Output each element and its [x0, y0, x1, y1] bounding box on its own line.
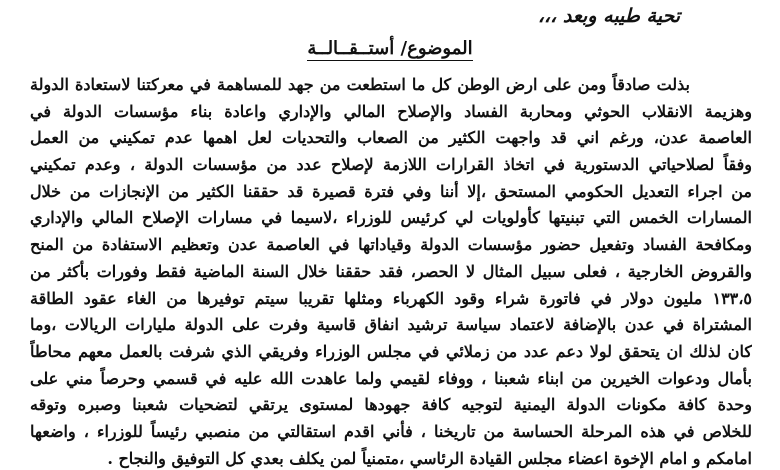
body-line: كان لذلك ان يتحقق لولا دعم عدد من زملائي في مجلس الوزراء وفريقي الذي شرفت بالعمل معهم محاطاً	[30, 341, 752, 361]
body-line: ومكافحة الفساد وتفعيل حضور مؤسسات الدولة وقياداتها في العاصمة عدن وتعظيم الاستفادة من المنح	[30, 235, 752, 255]
greeting: تحية طيبه وبعد ،،،	[537, 5, 680, 27]
body-line: العاصمة عدن، ورغم اني قد واجهت الكثير من الصعاب والتحديات لعل اهمها عدم تمكيني من العمل	[30, 128, 752, 148]
body-line: وفقاً لصلاحياتي الدستورية في اتخاذ القرارات اللازمة لإصلاح عدد من مؤسسات الدولة ، وعدم تمكيني	[30, 155, 752, 175]
body-line: وهزيمة الانقلاب الحوثي ومحاربة الفساد والإصلاح المالي والإداري واعادة بناء مؤسسات الدولة في	[30, 101, 752, 121]
body-line: من اجراء التعديل الحكومي المستحق ،إلا أننا وفي فترة قصيرة قد حققنا الكثير من الإنجازات من خلال	[30, 181, 752, 201]
subject-heading	[0, 36, 780, 62]
subject-text: الموضوع/ أستــقــالــة	[307, 38, 473, 59]
body-line: وحدة كافة مكونات الدولة اليمنية لتوجيه كافة جهودها لمستوى يرتقي لتضحيات شعبنا وصبره وتوقه	[30, 395, 752, 415]
body-line: ١٣٣،٥ مليون دولار في فاتورة شراء وقود الكهرباء ومثلها تقريبا سيتم توفيرها من الغاء عقود الطاقة	[30, 288, 752, 308]
body-line: بأمال ودعوات الخيرين من ابناء شعبنا ، ووفاء لقيمي ولما عاهدت الله عليه في قسمي وحرصاً مني على	[30, 368, 752, 388]
body-line: للخلاص في هذه المرحلة الحساسة من تاريخنا ، فأني اقدم استقالتي من منصبي رئيساً للوزراء ، واضعها	[30, 421, 752, 441]
body-line: والقروض الخارجية ، فعلى سبيل المثال لا الحصر، فقد حققنا خلال السنة الماضية فقط وفورات بأكثر من	[30, 261, 752, 281]
body-line: بذلت صادقاً ومن على ارض الوطن كل ما استطعت من جهد للمساهمة في معركتنا لاستعادة الدولة	[30, 75, 691, 94]
body-line: امامكم و امام الإخوة اعضاء مجلس القيادة الرئاسي ،متمنياً لمن يكلف بعدي كل التوفيق والنجاح .	[107, 448, 752, 468]
letter-body	[30, 72, 752, 470]
body-line: المشتراة في عدن بالإضافة لاعتماد سياسة ترشيد انفاق قاسية وفرت على الدولة مليارات الريالات ،وما	[30, 315, 752, 335]
body-line: المسارات الخمس التي تبنيتها كأولويات لي كرئيس للوزراء ،لاسيما في مسارات الإصلاح المالي والإداري	[30, 208, 752, 228]
